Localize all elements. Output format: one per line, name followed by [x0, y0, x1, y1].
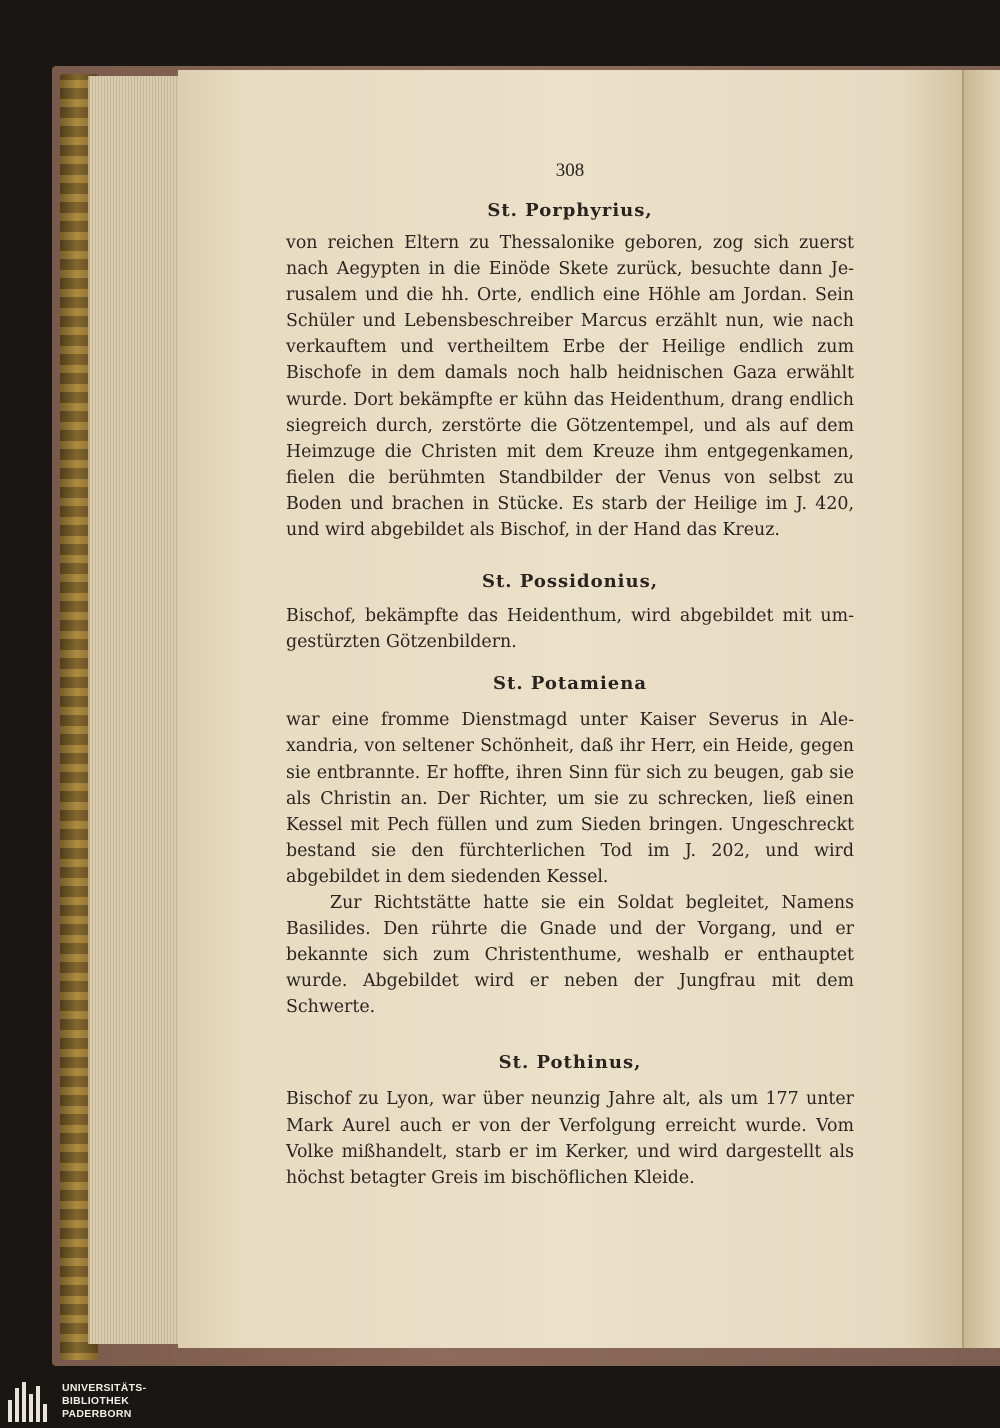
logo-line: PADERBORN	[62, 1408, 132, 1420]
logo-line: UNIVERSITÄTS-	[62, 1382, 147, 1394]
entry-heading-pothinus: St. Pothinus,	[498, 1052, 642, 1074]
entry-heading-porphyrius: St. Porphyrius,	[487, 200, 653, 221]
entry-text-basilides: Zur Richtstätte hatte sie ein Soldat begleitet, Namens Basilides. Den rührte die Gnade und der Vorgang, und er bekannte sich zum Christenthume, weshalb er enthauptet wurde. Abgebildet wird er neben der Jungfrau mit dem Schwerte.	[286, 892, 854, 1018]
page-stack	[88, 76, 182, 1344]
library-logo-text	[62, 1382, 146, 1421]
logo-line: BIBLIOTHEK	[62, 1395, 130, 1407]
entry-text-pothinus: Bischof zu Lyon, war über neunzig Jahre alt, als um 177 unter Mark Aurel auch er von der Verfolgung erreicht wurde. Vom Volke mißhandelt, starb er im Kerker, und wird dargestellt als höchst betagter Greis im bischöflichen Kleide.	[286, 1089, 854, 1188]
entry-heading-potamiena: St. Potamiena	[493, 673, 647, 695]
entry-text-porphyrius: von reichen Eltern zu Thessalonike geboren, zog sich zuerst nach Aegypten in die Einöde Skete zurück, besuchte dann Jerusalem und die hh. Orte, endlich eine Höhle am Jordan. Sein Schüler und Lebensbeschreiber Marcus erzählt nun, wie nach verkauftem und vertheiltem Erbe der Heilige endlich zum Bischofe in dem damals noch halb heidnischen Gaza erwählt wurde. Dort bekämpfte er kühn das Heidenthum, drang endlich siegreich durch, zerstörte die Götzentempel, und als auf dem Heimzuge die Christen mit dem Kreuze ihm entgegenkamen, fielen die berühmten Standbilder der Venus von selbst zu Boden und brachen in Stücke. Es starb der Heilige im J. 420, und wird abgebildet als Bischof, in der Hand das Kreuz.	[286, 233, 854, 541]
library-logo-icon	[8, 1382, 54, 1422]
library-footer	[0, 1376, 1000, 1428]
facing-page-edge	[962, 70, 1000, 1348]
entry-heading-possidonius: St. Possidonius,	[481, 571, 658, 593]
page-content	[286, 160, 854, 1191]
entry-text-possidonius: Bischof, bekämpfte das Heidenthum, wird abgebildet mit umgestürzten Götzenbildern.	[286, 606, 854, 653]
entry-text-potamiena: war eine fromme Dienstmagd unter Kaiser Severus in Alexandria, von seltener Schönheit, daß ihr Herr, ein Heide, gegen sie entbrannte. Er hoffte, ihren Sinn für sich zu beugen, gab sie als Christin an. Der Richter, um sie zu schrecken, ließ einen Kessel mit Pech füllen und zum Sieden bringen. Ungeschreckt bestand sie den fürchterlichen Tod im J. 202, und wird abgebildet in dem siedenden Kessel.	[286, 710, 854, 887]
page-number: 308	[555, 160, 585, 181]
